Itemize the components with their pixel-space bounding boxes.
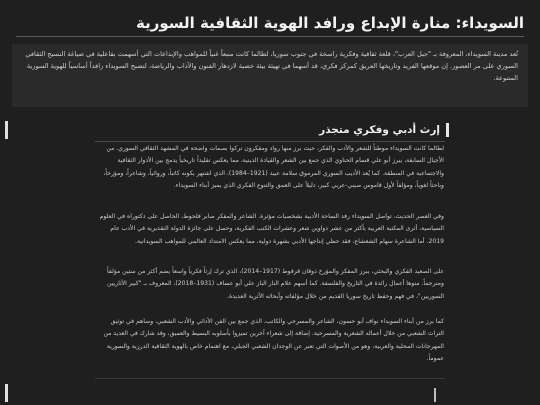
section-paragraph-3: على الصعيد الفكري والبحثي، يبرز المفكر والمؤرخ ذوقان قرقوط (1917–2014)، الذي ترك إرثاً فكرياً واسعاً يضم أكثر من ستين مؤلفاً ومترجماً. منوها أعمال رائدة في التاريخ والفلسفة. كما أسهم علام النار الباز علي أبو عساف (1931–2018)، المعروف بـ "كبير الأثاريين السوريين"، في فهم وحفظ تاريخ سوريا القديم من خلال مؤلفاته وأبحاثه الأثرية العديدة. bbox=[107, 268, 444, 300]
left-edge-marker bbox=[5, 121, 8, 139]
section-heading: إرث أدبي وفكري متجذر bbox=[319, 124, 440, 136]
section-paragraph-1: لطالما كانت السويداء موطناً للشعر والأدب والفكر، حيث برز منها رواد ومفكرون تركوا بصمات واضحة في المشهد الثقافي السوري. من الأجيال السابقة، يبرز أبو علي قسام الحناوي الذي جمع بين الشعر والقيادة الدينية، مما يعكس تقليداً تاريخياً يدمج بين الأدوار الثقافية والاجتماعية في المنطقة. كما يُعد الأديب السوري المرموق سلامة عبيد (1921–1984)، الذي اشتهر بكونه كاتباً، وروائياً، وشاعراً، ومؤرخاً، وباحثاً لغوياً، ومؤلفاً لأول قاموس صيني-عربي كبير، دليلاً على العمق والتنوع الفكري الذي يميز أبناء السويداء. bbox=[103, 145, 444, 189]
section-paragraph-2: وفي العصر الحديث، تواصل السويداء رفد الساحة الأدبية بشخصيات مؤثرة. الشاعر والمفكر صابر فلحوط، الحاصل على دكتوراه في العلوم السياسية، أثرى المكتبة العربية بأكثر من عشر دواوين شعر وعشرات الكتب الفكرية، وحصل على جائزة الدولة التقديرية في الأدب عام 2019. أما الشاعرة سهام الشعشاع، فقد حظي إنتاجها الأدبي بشهرة دولية، مما يعكس الامتداد العالمي للمواهب السويدانية. bbox=[99, 213, 444, 245]
section-end-divider bbox=[95, 378, 445, 379]
section-accent-bar bbox=[446, 123, 449, 137]
intro-paragraph: تُعد مدينة السويداء، المعروفة بـ "جبل العرب"، قلعة ثقافية وفكرية راسخة في جنوب سوريا، لطالما كانت منبعاً غنياً للمواهب والإبداعات التي أسهمت بفاعلية في صياغة النسيج الثقافي السوري على مر العصور. إن موقعها الفريد وتاريخها العريق كمركز فكري، قد أسهما في تهيئة بيئة خصبة لازدهار الفنون والآداب والرياضة، لتصبح السويداء رافداً أساسياً للهوية السورية المتنوعة. bbox=[25, 50, 518, 83]
article-title: السويداء: منارة الإبداع ورافد الهوية الثقافية السورية bbox=[136, 14, 524, 32]
section-paragraph-4: كما برز من أبناء السويداء نواف أبو حسون، الشاعر والمسرحي والكاتب، الذي جمع بين الفن الأدائي والأدب الشعبي، وساهم في توثيق التراث الشعبي من خلال أعماله الشعرية والمسرحية. إضافة إلى شعراء آخرين تميزوا بأسلوبه البسيط والعميق، وقد شارك في العديد من المهرجانات المحلية والعربية، وهو من الأصوات التي تعبر عن الوجدان الشعبي الجبلي، مع اهتمام خاص بالهوية الثقافية الدرزية والسورية عموماً. bbox=[103, 318, 444, 362]
section-divider bbox=[95, 141, 445, 142]
left-edge-marker-bottom bbox=[5, 384, 8, 402]
next-section-accent-bar bbox=[434, 388, 436, 402]
title-divider bbox=[16, 36, 524, 37]
